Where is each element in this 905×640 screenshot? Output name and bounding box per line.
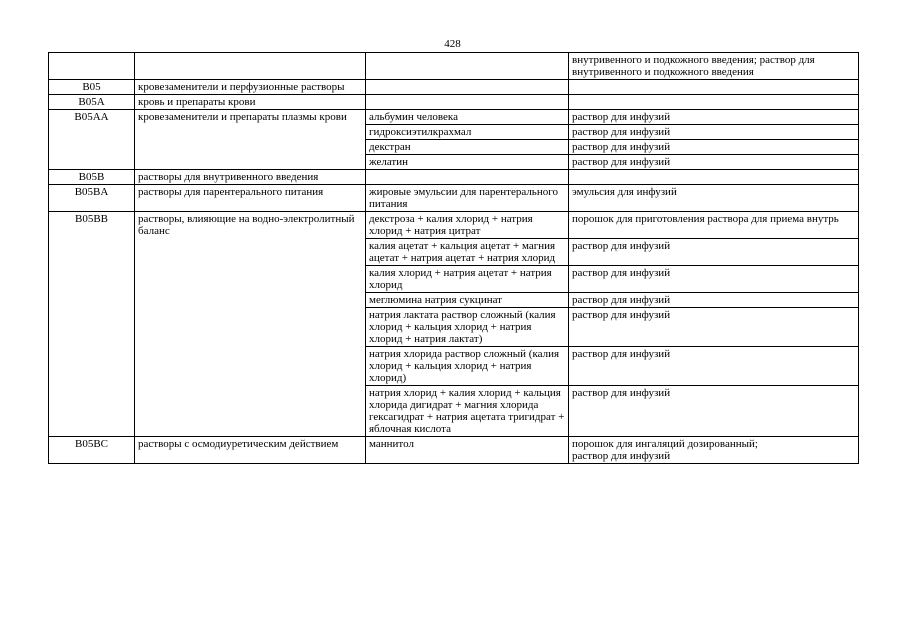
group-name-cell: растворы для парентерального питания [135, 185, 366, 212]
group-name-cell: кровь и препараты крови [135, 95, 366, 110]
drug-classification-table [48, 52, 859, 464]
dosage-form-cell: раствор для инфузий [569, 239, 859, 266]
substance-cell: натрия хлорид + калия хлорид + кальция хлорида дигидрат + магния хлорида гексагидрат + натрия ацетата тригидрат + яблочная кислота [366, 386, 569, 437]
dosage-form-cell: порошок для приготовления раствора для приема внутрь [569, 212, 859, 239]
substance-cell: декстроза + калия хлорид + натрия хлорид + натрия цитрат [366, 212, 569, 239]
dosage-form-cell: внутривенного и подкожного введения; раствор для внутривенного и подкожного введения [569, 53, 859, 80]
table-row [49, 170, 859, 185]
substance-cell [366, 170, 569, 185]
dosage-form-cell: раствор для инфузий [569, 308, 859, 347]
table-row [49, 212, 859, 239]
atc-code-cell: B05A [49, 95, 135, 110]
group-name-cell: кровезаменители и перфузионные растворы [135, 80, 366, 95]
dosage-form-line: порошок для ингаляций дозированный; [572, 438, 758, 450]
dosage-form-cell [569, 80, 859, 95]
atc-code-cell: B05AA [49, 110, 135, 170]
substance-cell: меглюмина натрия сукцинат [366, 293, 569, 308]
dosage-form-line: раствор для инфузий [572, 450, 671, 462]
dosage-form-cell [569, 170, 859, 185]
dosage-form-cell: раствор для инфузий [569, 293, 859, 308]
atc-code-cell: B05 [49, 80, 135, 95]
table-row [49, 185, 859, 212]
substance-cell: калия ацетат + кальция ацетат + магния ацетат + натрия ацетат + натрия хлорид [366, 239, 569, 266]
dosage-form-cell: раствор для инфузий [569, 386, 859, 437]
dosage-form-cell [569, 95, 859, 110]
table-row [49, 437, 859, 464]
group-name-cell: растворы, влияющие на водно-электролитный баланс [135, 212, 366, 437]
group-name-cell [135, 53, 366, 80]
dosage-form-cell: раствор для инфузий [569, 155, 859, 170]
dosage-form-cell: эмульсия для инфузий [569, 185, 859, 212]
atc-code-cell [49, 53, 135, 80]
substance-cell: натрия хлорида раствор сложный (калия хлорид + кальция хлорид + натрия хлорид) [366, 347, 569, 386]
atc-code-cell: B05BC [49, 437, 135, 464]
substance-cell: калия хлорид + натрия ацетат + натрия хлорид [366, 266, 569, 293]
group-name-cell: растворы с осмодиуретическим действием [135, 437, 366, 464]
page-number: 428 [444, 38, 461, 50]
table-row [49, 80, 859, 95]
substance-cell [366, 95, 569, 110]
atc-code-cell: B05BA [49, 185, 135, 212]
table-row [49, 53, 859, 80]
substance-cell: желатин [366, 155, 569, 170]
substance-cell: декстран [366, 140, 569, 155]
atc-code-cell: B05BB [49, 212, 135, 437]
substance-cell: гидроксиэтилкрахмал [366, 125, 569, 140]
table-row [49, 110, 859, 125]
substance-cell: альбумин человека [366, 110, 569, 125]
dosage-form-cell: раствор для инфузий [569, 110, 859, 125]
substance-cell: натрия лактата раствор сложный (калия хлорид + кальция хлорид + натрия хлорид + натрия лактат) [366, 308, 569, 347]
substance-cell: маннитол [366, 437, 569, 464]
group-name-cell: кровезаменители и препараты плазмы крови [135, 110, 366, 170]
group-name-cell: растворы для внутривенного введения [135, 170, 366, 185]
dosage-form-cell: раствор для инфузий [569, 140, 859, 155]
substance-cell [366, 80, 569, 95]
dosage-form-cell: раствор для инфузий [569, 266, 859, 293]
substance-cell [366, 53, 569, 80]
atc-code-cell: B05B [49, 170, 135, 185]
dosage-form-cell: раствор для инфузий [569, 125, 859, 140]
table-row [49, 95, 859, 110]
dosage-form-cell: раствор для инфузий [569, 347, 859, 386]
substance-cell: жировые эмульсии для парентерального питания [366, 185, 569, 212]
dosage-form-cell [569, 437, 859, 464]
